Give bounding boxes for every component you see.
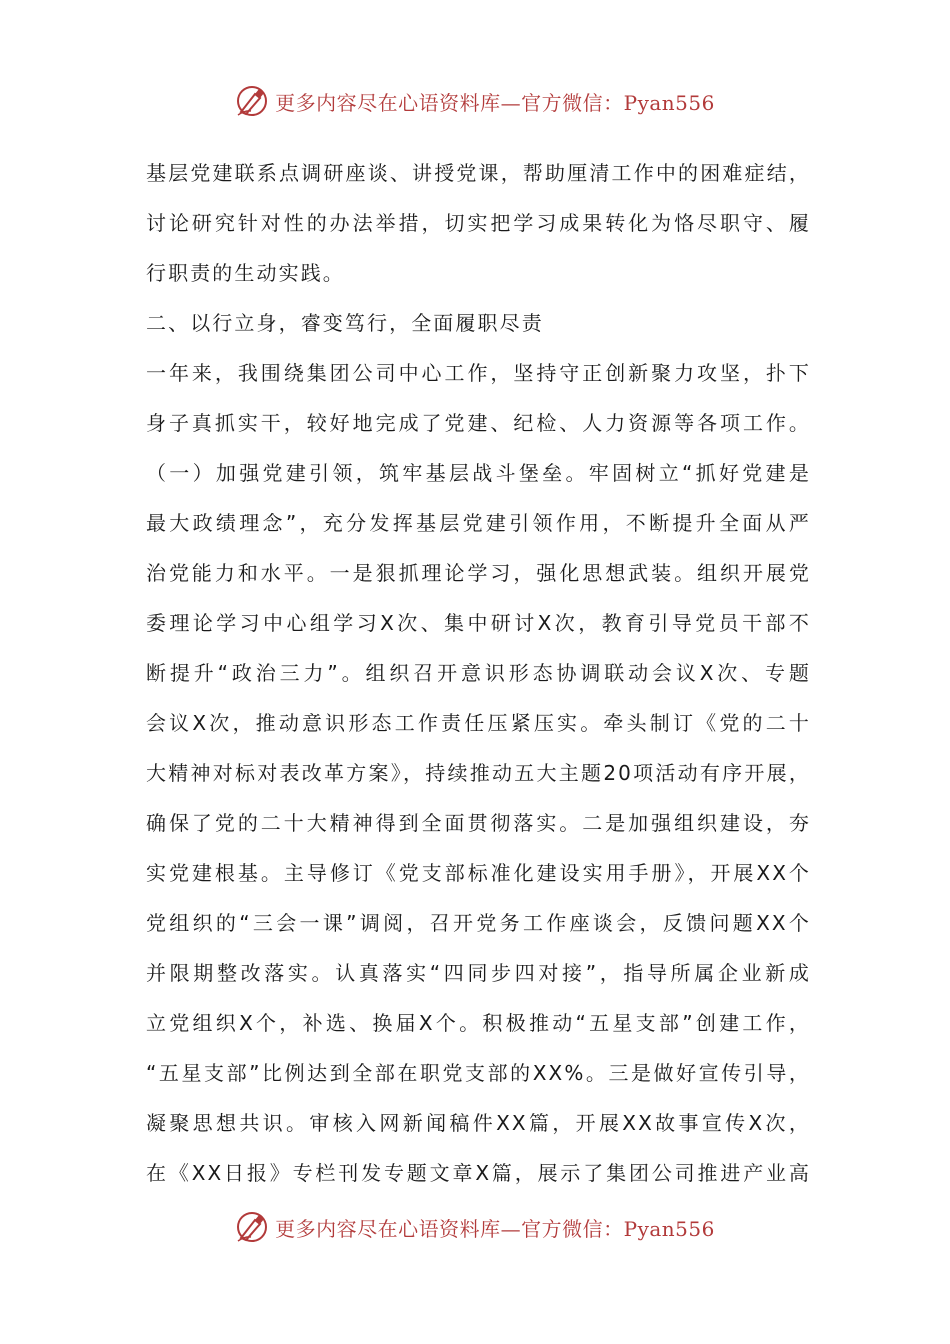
- pen-logo-icon: [235, 84, 269, 118]
- watermark-text: 更多内容尽在心语资料库—官方微信：Pyan556: [275, 1216, 715, 1241]
- text-line: 确保了党的二十大精神得到全面贯彻落实。二是加强组织建设，夯: [146, 811, 811, 835]
- text-line: 大精神对标对表改革方案》，持续推动五大主题20项活动有序开展，: [146, 761, 811, 785]
- text-line: 行职责的生动实践。: [146, 261, 345, 285]
- text-line: 凝聚思想共识。审核入网新闻稿件XX篇，开展XX故事宣传X次，: [146, 1111, 811, 1135]
- text-line: 党组织的“三会一课”调阅，召开党务工作座谈会，反馈问题XX个: [146, 911, 811, 935]
- document-body: [146, 148, 811, 1198]
- text-line: 实党建根基。主导修订《党支部标准化建设实用手册》，开展XX个: [146, 861, 811, 885]
- text-line: 一年来，我围绕集团公司中心工作，坚持守正创新聚力攻坚，扑下: [146, 361, 811, 385]
- watermark-text: 更多内容尽在心语资料库—官方微信：Pyan556: [275, 90, 715, 115]
- footer-watermark: [0, 1210, 950, 1244]
- text-line: 基层党建联系点调研座谈、讲授党课，帮助厘清工作中的困难症结，: [146, 161, 811, 185]
- text-line: 委理论学习中心组学习X次、集中研讨X次，教育引导党员干部不: [146, 611, 811, 635]
- text-line: 会议X次，推动意识形态工作责任压紧压实。牵头制订《党的二十: [146, 711, 811, 735]
- text-line: 最大政绩理念”，充分发挥基层党建引领作用，不断提升全面从严: [146, 511, 811, 535]
- text-line: 身子真抓实干，较好地完成了党建、纪检、人力资源等各项工作。: [146, 411, 811, 435]
- pen-logo-icon: [235, 1210, 269, 1244]
- text-line: “五星支部”比例达到全部在职党支部的XX%。三是做好宣传引导，: [146, 1061, 811, 1085]
- text-line: 并限期整改落实。认真落实“四同步四对接”，指导所属企业新成: [146, 961, 811, 985]
- text-line: 治党能力和水平。一是狠抓理论学习，强化思想武装。组织开展党: [146, 561, 811, 585]
- text-line: 在《XX日报》专栏刊发专题文章X篇，展示了集团公司推进产业高: [146, 1161, 811, 1185]
- header-watermark: [0, 84, 950, 118]
- text-line: 讨论研究针对性的办法举措，切实把学习成果转化为恪尽职守、履: [146, 211, 811, 235]
- text-line: （一）加强党建引领，筑牢基层战斗堡垒。牢固树立“抓好党建是: [146, 461, 811, 485]
- text-line: 断提升“政治三力”。组织召开意识形态协调联动会议X次、专题: [146, 661, 811, 685]
- text-line: 立党组织X个，补选、换届X个。积极推动“五星支部”创建工作，: [146, 1011, 811, 1035]
- section-heading: 二、以行立身，睿变笃行，全面履职尽责: [146, 311, 544, 335]
